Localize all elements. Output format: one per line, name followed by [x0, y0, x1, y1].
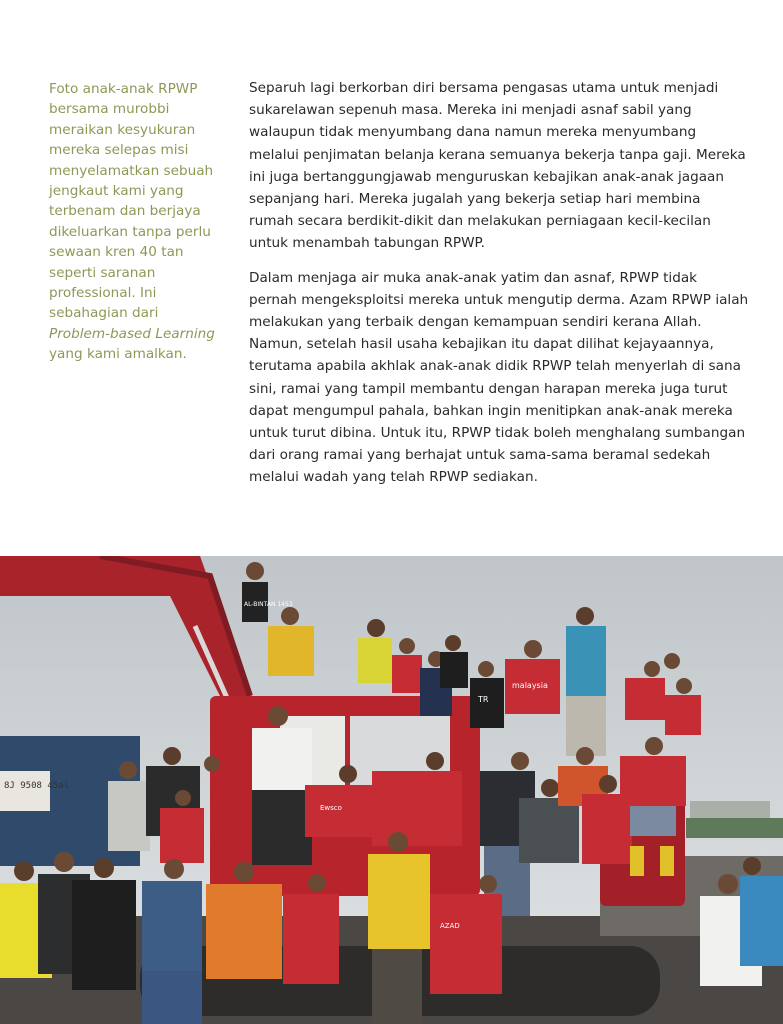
shirt-text-5: AZAD	[440, 922, 460, 930]
distant-trees	[686, 818, 783, 838]
group-photo-illustration	[0, 556, 783, 1024]
shirt-text-4: Ewsco	[320, 804, 342, 812]
shirt-text-2: malaysia	[512, 681, 548, 690]
paragraph-1: Separuh lagi berkorban diri bersama pengasas utama untuk menjadi sukarelawan sepenuh masa. Mereka ini menjadi asnaf sabil yang walaupun tidak menyumbang dana namun mereka menyumbang melalui penjimatan belanja kerana semuanya bekerja tanpa gaji. Mereka ini juga bertanggungjawab menguruskan kebajikan anak-anak jagaan sepanjang hari. Mereka jugalah yang bekerja setiap hari membina rumah secara berdikit-dikit dan melakukan perniagaan kecil-kecilan untuk menambah tabungan RPWP.	[249, 80, 746, 252]
caption-text-before: Foto anak-anak RPWP bersama murobbi meraikan kesyukuran mereka selepas misi menyelamatkan sebuah jengkaut kami yang terbenam dan berjaya dikeluarkan tanpa perlu sewaan kren 40 tan seperti saranan professional. Ini sebahagian dari	[49, 81, 214, 322]
group-photo	[0, 556, 783, 1024]
photo-caption	[49, 79, 219, 365]
body-text	[249, 77, 749, 501]
container-label: 8J 9508 45al	[4, 781, 70, 791]
shirt-text-1: AL-BINTAN 1453	[244, 601, 293, 608]
caption-text-after: yang kami amalkan.	[49, 346, 187, 363]
caption-italic-term: Problem-based Learning	[49, 325, 215, 342]
paragraph-2: Dalam menjaga air muka anak-anak yatim dan asnaf, RPWP tidak pernah mengeksploitsi mereka untuk mengutip derma. Azam RPWP ialah melakukan yang terbaik dengan kemampuan sendiri kerana Allah. Namun, setelah hasil usaha kebajikan itu dapat dilihat kejayaannya, terutama apabila akhlak anak-anak didik RPWP telah menyerlah di sana sini, ramai yang tampil membantu dengan harapan mereka juga turut dapat mengumpul pahala, bahkan ingin menitipkan anak-anak mereka untuk turut dibina. Untuk itu, RPWP tidak boleh menghalang sumbangan dari orang ramai yang berhajat untuk sama-sama beramal sedekah melalui wadah yang telah RPWP sediakan.	[249, 269, 749, 486]
container-plate	[0, 771, 50, 811]
shirt-text-3: TR	[478, 695, 489, 704]
